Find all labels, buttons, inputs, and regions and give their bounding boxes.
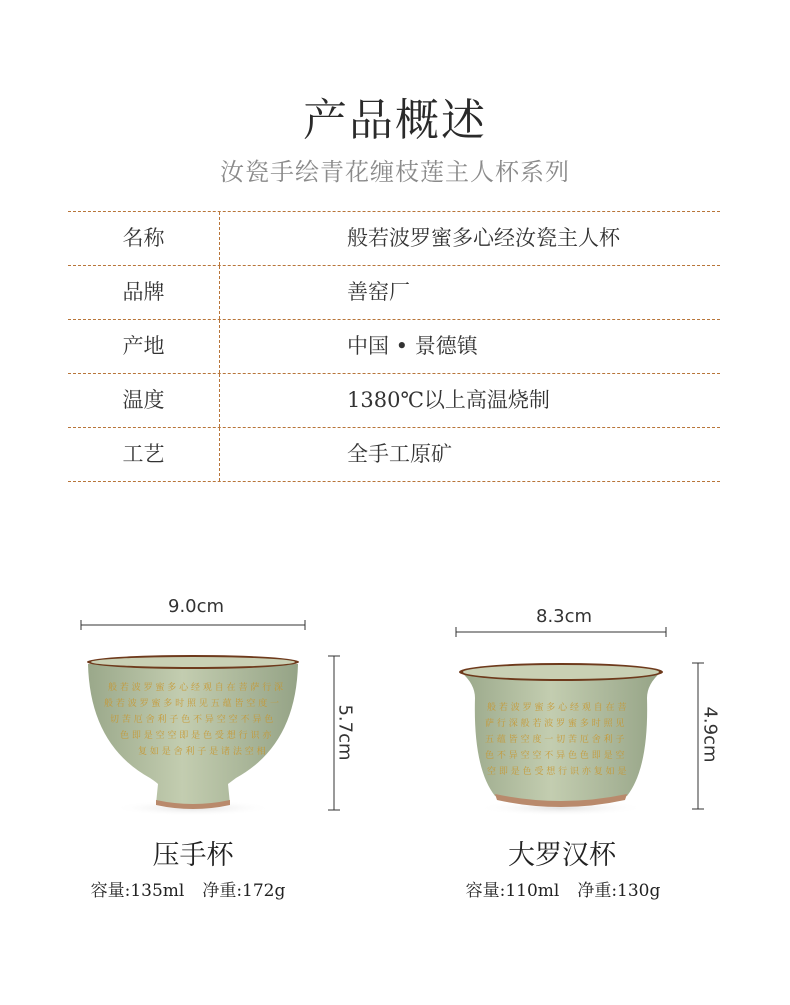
spec-label: 工艺 (122, 442, 165, 466)
spec-divider (219, 374, 220, 427)
cup2-width-dimension-line (453, 624, 669, 640)
cup2-image (455, 658, 667, 820)
cup1-height-label: 5.7cm (334, 704, 356, 761)
cup1-width-dimension-line (78, 618, 308, 634)
spec-divider (219, 212, 220, 265)
cup1-info (60, 876, 316, 901)
page-subtitle: 汝瓷手绘青花缠枝莲主人杯系列 (220, 158, 570, 186)
spec-divider (219, 266, 220, 319)
cup1-capacity: 容量:135ml (90, 881, 185, 901)
cup2-name: 大罗汉杯 (508, 840, 616, 871)
page-title: 产品概述 (303, 95, 487, 146)
spec-row-name (68, 212, 720, 266)
cup2-height-label: 4.9cm (699, 706, 721, 763)
svg-text:般 若 波 罗 蜜 多 时 照 见 五 蕴 皆 空 度 一: 般 若 波 罗 蜜 多 时 照 见 五 蕴 皆 空 度 一 (104, 699, 280, 709)
cup2-weight: 净重:130g (577, 881, 661, 901)
svg-text:空 即 是 色 受 想 行 识 亦 复 如 是: 空 即 是 色 受 想 行 识 亦 复 如 是 (487, 767, 627, 777)
spec-divider (219, 320, 220, 373)
spec-divider (219, 428, 220, 481)
spec-value: 全手工原矿 (347, 442, 452, 466)
cup2-width-label: 8.3cm (536, 606, 593, 627)
spec-label: 产地 (122, 334, 165, 358)
svg-text:萨 行 深 般 若 波 罗 蜜 多 时 照 见: 萨 行 深 般 若 波 罗 蜜 多 时 照 见 (485, 719, 625, 729)
spec-table (68, 211, 720, 482)
svg-text:复 如 是 舍 利 子 是 诸 法 空 相: 复 如 是 舍 利 子 是 诸 法 空 相 (138, 747, 266, 757)
spec-row-craft (68, 428, 720, 482)
spec-value: 善窑厂 (347, 280, 410, 304)
spec-label: 名称 (122, 226, 165, 250)
cup2-capacity: 容量:110ml (465, 881, 560, 901)
cup1-image (80, 650, 306, 820)
svg-text:般 若 波 罗 蜜 多 心 经 观 自 在 菩 萨 行 深: 般 若 波 罗 蜜 多 心 经 观 自 在 菩 萨 行 深 (108, 683, 284, 693)
svg-text:五 蕴 皆 空 度 一 切 苦 厄 舍 利 子: 五 蕴 皆 空 度 一 切 苦 厄 舍 利 子 (485, 735, 625, 745)
cup1-name: 压手杯 (152, 840, 234, 871)
spec-row-temperature (68, 374, 720, 428)
cup1-width-label: 9.0cm (168, 596, 225, 617)
svg-text:色 不 异 空 空 不 异 色 色 即 是 空: 色 不 异 空 空 不 异 色 色 即 是 空 (485, 751, 625, 761)
cup2-info (433, 876, 693, 901)
svg-text:色 即 是 空 空 即 是 色 受 想 行 识 亦: 色 即 是 空 空 即 是 色 受 想 行 识 亦 (120, 731, 272, 741)
cup1-weight: 净重:172g (202, 881, 286, 901)
svg-text:般 若 波 罗 蜜 多 心 经 观 自 在 菩: 般 若 波 罗 蜜 多 心 经 观 自 在 菩 (487, 703, 627, 713)
spec-label: 品牌 (122, 280, 165, 304)
spec-value: 中国 • 景德镇 (347, 334, 478, 358)
spec-label: 温度 (122, 388, 165, 412)
spec-row-brand (68, 266, 720, 320)
spec-value: 1380℃以上高温烧制 (347, 388, 550, 412)
spec-value: 般若波罗蜜多心经汝瓷主人杯 (347, 226, 620, 250)
spec-row-origin (68, 320, 720, 374)
svg-text:切 苦 厄 舍 利 子 色 不 异 空 空 不 异 色: 切 苦 厄 舍 利 子 色 不 异 空 空 不 异 色 (110, 715, 274, 725)
